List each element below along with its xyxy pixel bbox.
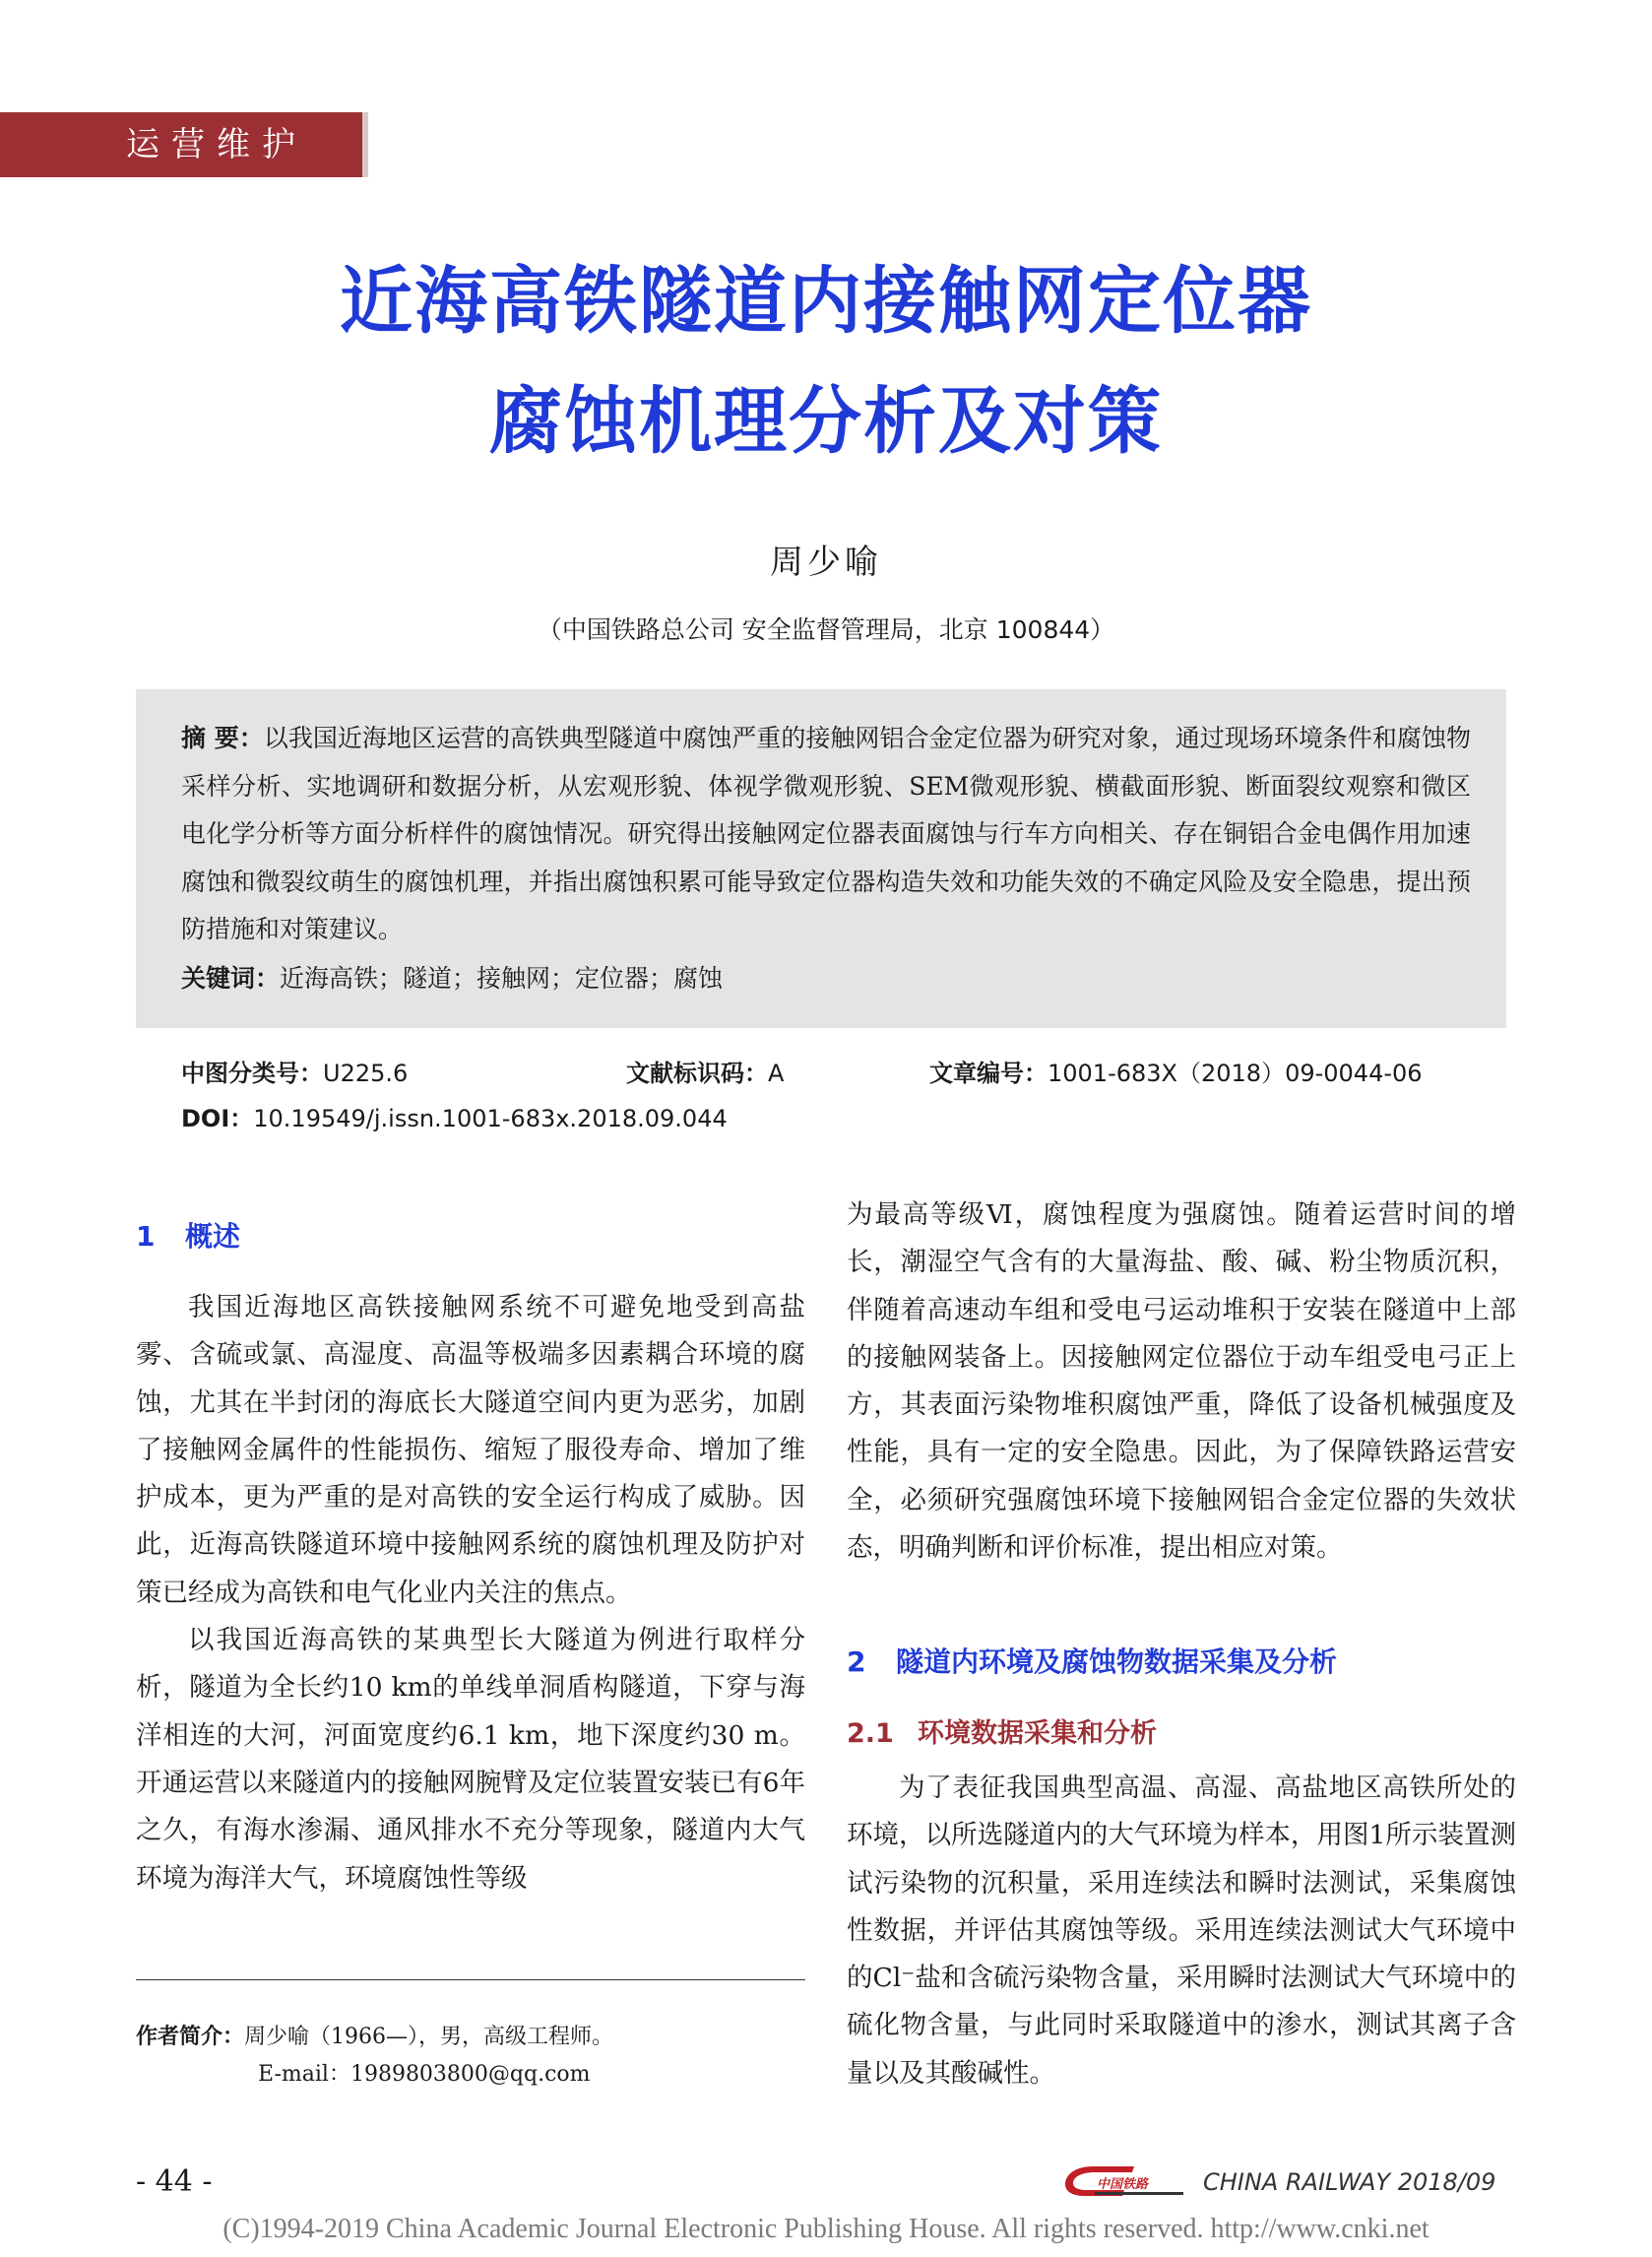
keywords-label: 关键词： <box>181 964 281 993</box>
keywords <box>181 955 1471 1002</box>
meta-clc <box>181 1056 408 1091</box>
copyright-notice: (C)1994-2019 China Academic Journal Electronic Publishing House. All rights reserved. http://www.cnki.net <box>222 2214 1430 2244</box>
section-2-number: 2 <box>847 1645 866 1678</box>
footnote-divider <box>136 1979 805 1980</box>
section-2-1-number: 2.1 <box>847 1718 894 1749</box>
meta-doi-value[interactable]: 10.19549/j.issn.1001-683x.2018.09.044 <box>253 1105 728 1132</box>
meta-doccode-value: A <box>768 1060 785 1087</box>
section-2-1-heading <box>847 1715 1157 1753</box>
column-tag: 运营维护 <box>126 125 307 164</box>
right-column-body-bottom <box>847 1765 1516 2097</box>
body-paragraph: 以我国近海高铁的某典型长大隧道为例进行取样分析，隧道为全长约10 km的单线单洞盾构隧道，下穿与海洋相连的大河，河面宽度约6.1 km，地下深度约30 m。开通运营以来隧道内的接触网腕臂及定位装置安装已有6年之久，有海水渗漏、通风排水不充分等现象，隧道内大气环境为海洋大气，环境腐蚀性等级 <box>136 1625 805 1894</box>
abstract <box>181 715 1471 954</box>
section-1-title: 概述 <box>185 1220 241 1253</box>
meta-doi <box>181 1101 728 1136</box>
meta-doccode-label: 文献标识码： <box>626 1060 768 1087</box>
meta-doi-label: DOI： <box>181 1105 254 1132</box>
left-column-body <box>136 1284 805 1902</box>
meta-article-number <box>929 1056 1423 1091</box>
meta-article-label: 文章编号： <box>929 1060 1048 1087</box>
meta-clc-value: U225.6 <box>323 1060 409 1087</box>
paper-title-line-1: 近海高铁隧道内接触网定位器 <box>340 259 1312 344</box>
section-2-1-title: 环境数据采集和分析 <box>918 1718 1157 1749</box>
section-1-number: 1 <box>136 1220 156 1253</box>
meta-doccode <box>626 1056 784 1091</box>
author-note <box>136 2021 613 2054</box>
section-2-title: 隧道内环境及腐蚀物数据采集及分析 <box>896 1645 1338 1678</box>
body-paragraph: 为最高等级Ⅵ，腐蚀程度为强腐蚀。随着运营时间的增长，潮湿空气含有的大量海盐、酸、碱、粉尘物质沉积，伴随着高速动车组和受电弓运动堆积于安装在隧道中上部的接触网装备上。因接触网定位器位于动车组受电弓正上方，其表面污染物堆积腐蚀严重，降低了设备机械强度及性能，具有一定的安全隐患。因此，为了保障铁路运营安全，必须研究强腐蚀环境下接触网铝合金定位器的失效状态，明确判断和评价标准，提出相应对策。 <box>847 1199 1516 1564</box>
keywords-text: 近海高铁；隧道；接触网；定位器；腐蚀 <box>280 964 724 993</box>
journal-name: CHINA RAILWAY 2018/09 <box>1203 2168 1496 2196</box>
author-email[interactable]: E-mail：1989803800@qq.com <box>258 2062 591 2087</box>
page-number: - 44 - <box>136 2164 213 2199</box>
author-note-label: 作者简介： <box>136 2025 245 2049</box>
logo-text: 中国铁路 <box>1097 2177 1149 2192</box>
author-note-text: 周少喻（1966—），男，高级工程师。 <box>244 2025 614 2049</box>
body-paragraph: 我国近海地区高铁接触网系统不可避免地受到高盐雾、含硫或氯、高湿度、高温等极端多因素耦合环境的腐蚀，尤其在半封闭的海底长大隧道空间内更为恶劣，加剧了接触网金属件的性能损伤、缩短了服役寿命、增加了维护成本，更为严重的是对高铁的安全运行构成了威胁。因此，近海高铁隧道环境中接触网系统的腐蚀机理及防护对策已经成为高铁和电气化业内关注的焦点。 <box>136 1292 805 1608</box>
meta-clc-label: 中图分类号： <box>181 1060 323 1087</box>
section-2-heading <box>847 1643 1337 1682</box>
author: 周少喻 <box>770 543 882 582</box>
abstract-label: 摘 要： <box>181 724 264 752</box>
abstract-text: 以我国近海地区运营的高铁典型隧道中腐蚀严重的接触网铝合金定位器为研究对象，通过现场环境条件和腐蚀物采样分析、实地调研和数据分析，从宏观形貌、体视学微观形貌、SEM微观形貌、横截面形貌、断面裂纹观察和微区电化学分析等方面分析样件的腐蚀情况。研究得出接触网定位器表面腐蚀与行车方向相关、存在铜铝合金电偶作用加速腐蚀和微裂纹萌生的腐蚀机理，并指出腐蚀积累可能导致定位器构造失效和功能失效的不确定风险及安全隐患，提出预防措施和对策建议。 <box>181 724 1471 943</box>
section-1-heading <box>136 1217 240 1257</box>
affiliation: （中国铁路总公司 安全监督管理局，北京 100844） <box>537 615 1115 644</box>
right-column-body-top <box>847 1192 1516 1572</box>
china-railway-logo-icon <box>1063 2162 1185 2198</box>
paper-title-line-2: 腐蚀机理分析及对策 <box>489 379 1163 464</box>
meta-article-value: 1001-683X（2018）09-0044-06 <box>1048 1060 1423 1087</box>
body-paragraph: 为了表征我国典型高温、高湿、高盐地区高铁所处的环境，以所选隧道内的大气环境为样本，用图1所示装置测试污染物的沉积量，采用连续法和瞬时法测试，采集腐蚀性数据，并评估其腐蚀等级。采用连续法测试大气环境中的Cl⁻盐和含硫污染物含量，采用瞬时法测试大气环境中的硫化物含量，与此同时采取隧道中的渗水，测试其离子含量以及其酸碱性。 <box>847 1773 1516 2089</box>
